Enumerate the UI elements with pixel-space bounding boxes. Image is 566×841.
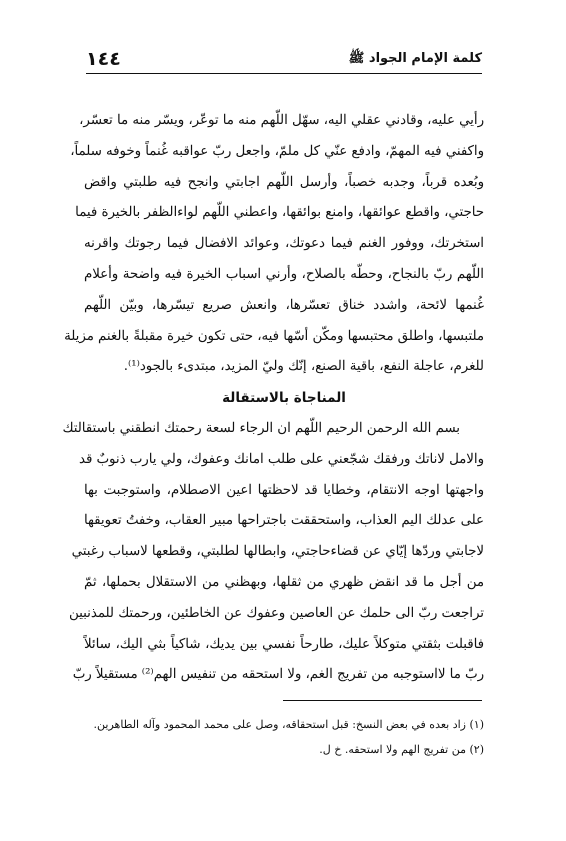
text-line: استخرتك، ووفور الغنم فيما دعوتك، وعوائد الافضال فيما رجوتك واقرنه	[84, 236, 484, 252]
text-line: بسم الله الرحمن الرحيم اللّهم ان الرجاء لسعة رحمتك انطقني باستقالتك	[62, 420, 460, 436]
page-header	[86, 48, 482, 70]
text-line: ربّ ما لااستوجبه من تفريج الغم، ولا استحقه من تنفيس الهم⁽²⁾ مستقيلاً ربّ	[72, 667, 484, 683]
header-rule	[86, 73, 482, 74]
footnote: (٢) من تفريج الهم ولا استحقه. خ ل.	[319, 743, 484, 756]
text-line: رأيي عليه، وقادني عقلي اليه، سهّل اللّهم منه ما توعّر، ويسّر منه ما تعسّر،	[79, 113, 484, 128]
text-line: على عدلك اليم العذاب، واستحققت باجتراحها مبير العقاب، وخفتُ تعويقها	[84, 513, 484, 529]
text-line: فاقبلت بثقتي متوكلاً عليك، طارحاً نفسي بين يديك، شاكياً بثي اليك، سائلاً	[84, 636, 484, 652]
footnote-rule	[283, 700, 482, 701]
text-line: وبُعده قرباً، وجدبه خصباً، وأرسل اللّهم اجابتي وانجح فيه طلبتي واقض	[84, 174, 484, 190]
section-heading: المناجاة بالاستقالة	[222, 390, 346, 407]
text-line: غُنمها لائحة، واشدد خناق تعسّرها، وانعش صريع تيسّرها، وبيّن اللّهم	[84, 297, 484, 313]
text-line: واكفني فيه المهمّ، وادفع عنّي كل ملمّ، واجعل ربّ عواقبه غُنماً وخوفه سلماً،	[70, 143, 484, 159]
page-number: ١٤٤	[86, 48, 121, 70]
text-line: اللّهم ربّ بالنجاح، وحطّه بالصلاح، وأرني اسباب الخيرة فيه واضحة وأعلام	[84, 266, 484, 282]
text-line: حاجتي، واقطع عوائقها، وامنع بوائقها، واعطني اللّهم لواءالظفر بالخيرة فيما	[75, 205, 484, 221]
footnotes	[84, 712, 484, 762]
text-line: من أجل ما قد انقض ظهري من ثقلها، وبهظني من الاستقلال بحملها، ثمّ	[84, 574, 484, 590]
paragraph	[62, 414, 484, 691]
running-title: كلمة الإمام الجواد ﷺ	[348, 51, 482, 66]
text-line: لاجابتي وردّها إيّاي عن قضاءحاجتي، وابطالها لطلبتي، وقطعها لاسباب رغبتي	[71, 544, 484, 560]
text-line: تراجعت ربّ الى حلمك عن العاصين وعفوك عن الخاطئين، ورحمتك للمذنبين	[69, 605, 484, 621]
footnote: (١) زاد بعده في بعض النسخ: قبل استحقاقه، وصل على محمد المحمود وآله الطاهرين.	[93, 718, 484, 731]
text-line: واجهتها اوجه الانتقام، وخطايا قد لاحظتها اعين الاصطلام، واستوجبت بها	[84, 482, 484, 498]
main-text	[62, 106, 484, 691]
text-line: ملتبسها، واطلق محتبسها ومكّن أسّها فيه، حتى تكون خيرة مقبلةً بالغنم مزيلة	[64, 328, 484, 344]
text-line: والامل لاناتك ورفقك شجّعني على طلب امانك وعفوك، ولي يارب ذنوبٌ قد	[78, 451, 484, 467]
paragraph	[64, 106, 484, 383]
text-line: للغرم، عاجلة النفع، باقية الصنع، إنّك وليّ المزيد، مبتدىء بالجود⁽¹⁾.	[123, 359, 484, 375]
